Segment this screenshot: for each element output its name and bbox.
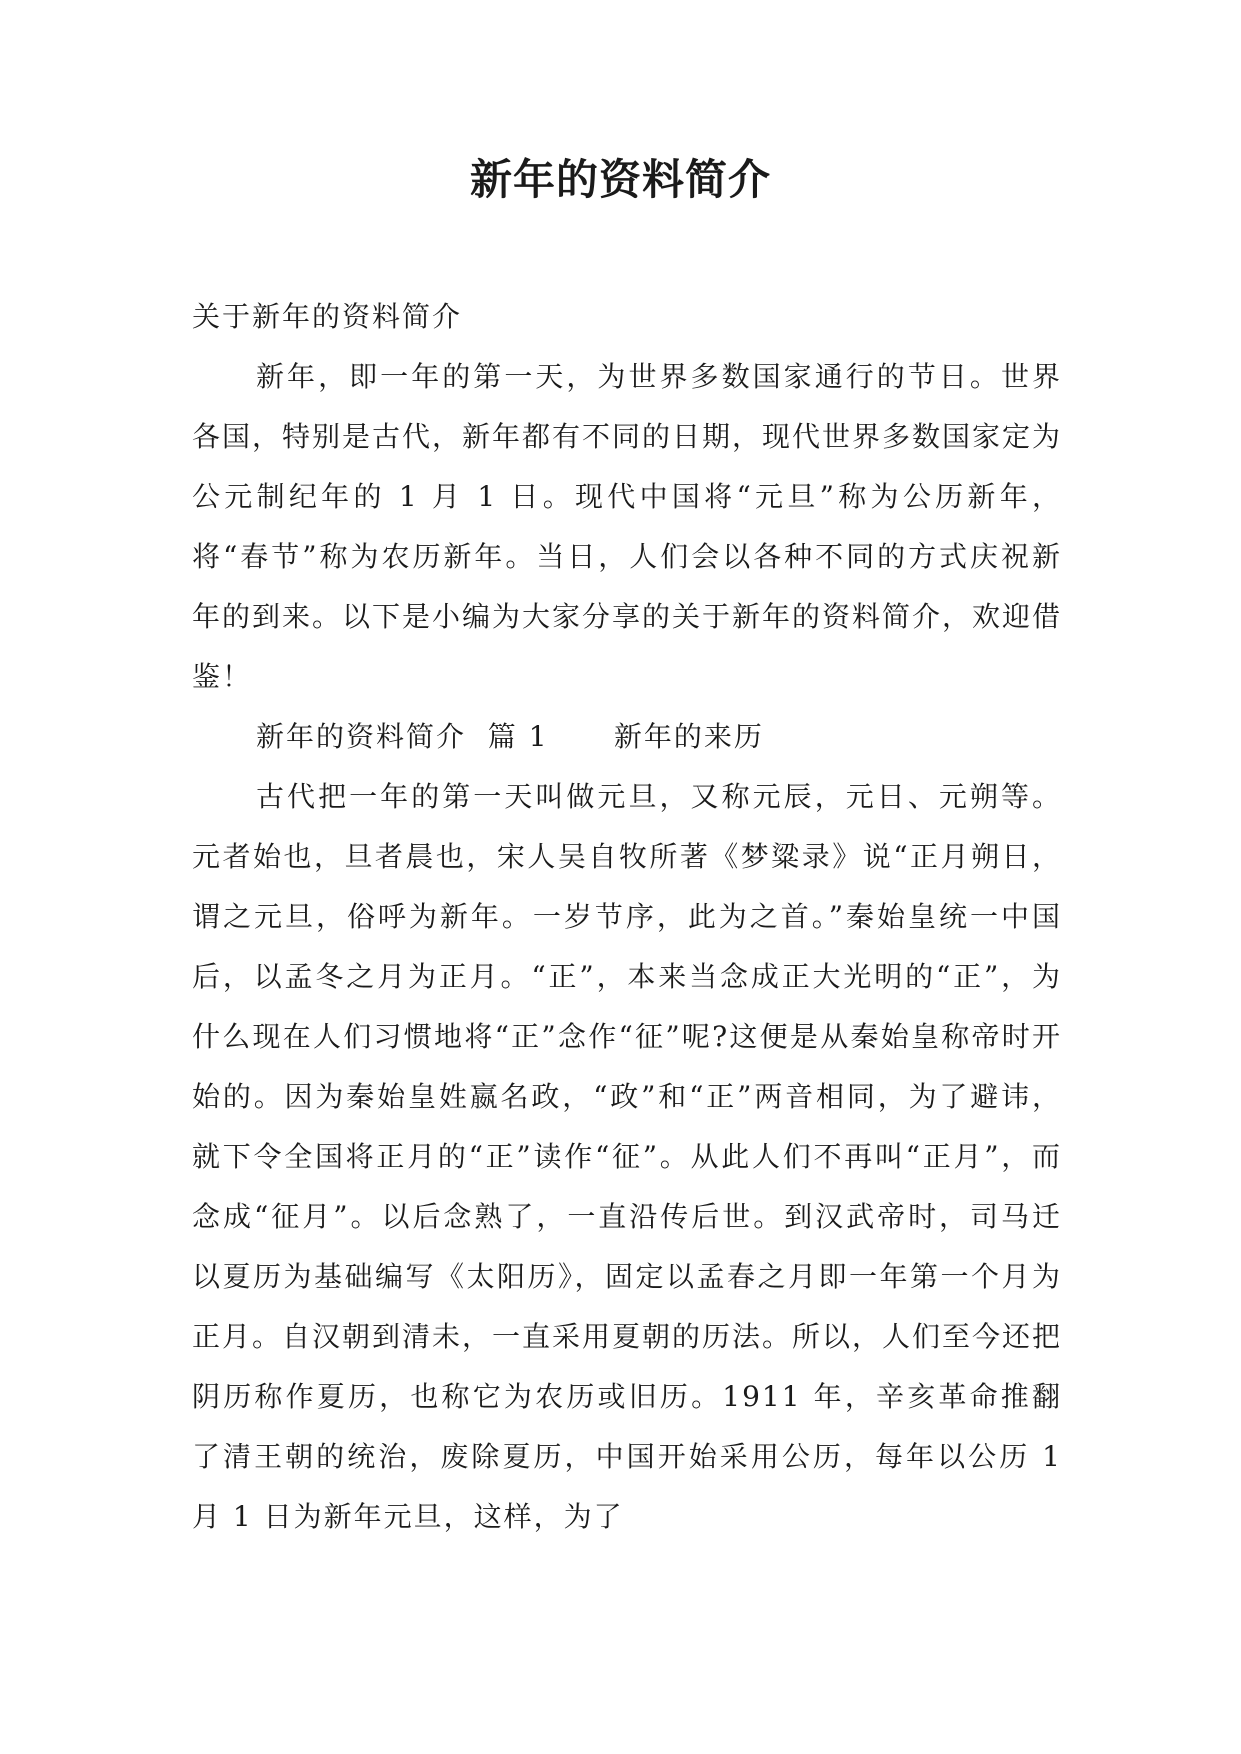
document-title: 新年的资料简介 bbox=[469, 155, 771, 204]
intro-paragraph: 新年，即一年的第一天，为世界多数国家通行的节日。世界各国，特别是古代，新年都有不同的日期，现代世界多数国家定为公元制纪年的 1 月 1 日。现代中国将“元旦”称为公历新年，将“春节”称为农历新年。当日，人们会以各种不同的方式庆祝新年的到来。以下是小编为大家分享的关于新年的资料简介，欢迎借鉴！ bbox=[192, 360, 1063, 693]
document-body bbox=[192, 287, 1062, 1547]
section-heading: 新年的资料简介 篇 1 新年的来历 bbox=[256, 720, 764, 753]
section-paragraph: 古代把一年的第一天叫做元旦，又称元辰，元日、元朔等。元者始也，旦者晨也，宋人吴自牧所著《梦粱录》说“正月朔日，谓之元旦，俗呼为新年。一岁节序，此为之首。”秦始皇统一中国后，以孟冬之月为正月。“正”，本来当念成正大光明的“正”，为什么现在人们习惯地将“正”念作“征”呢?这便是从秦始皇称帝时开始的。因为秦始皇姓嬴名政，“政”和“正”两音相同，为了避讳，就下令全国将正月的“正”读作“征”。从此人们不再叫“正月”，而念成“征月”。以后念熟了，一直沿传后世。到汉武帝时，司马迁以夏历为基础编写《太阳历》，固定以孟春之月即一年第一个月为正月。自汉朝到清未，一直采用夏朝的历法。所以，人们至今还把阴历称作夏历，也称它为农历或旧历。1911 年，辛亥革命推翻了清王朝的统治，废除夏历，中国开始采用公历，每年以公历 1 月 1 日为新年元旦，这样，为了 bbox=[192, 780, 1063, 1533]
intro-heading: 关于新年的资料简介 bbox=[192, 300, 463, 333]
